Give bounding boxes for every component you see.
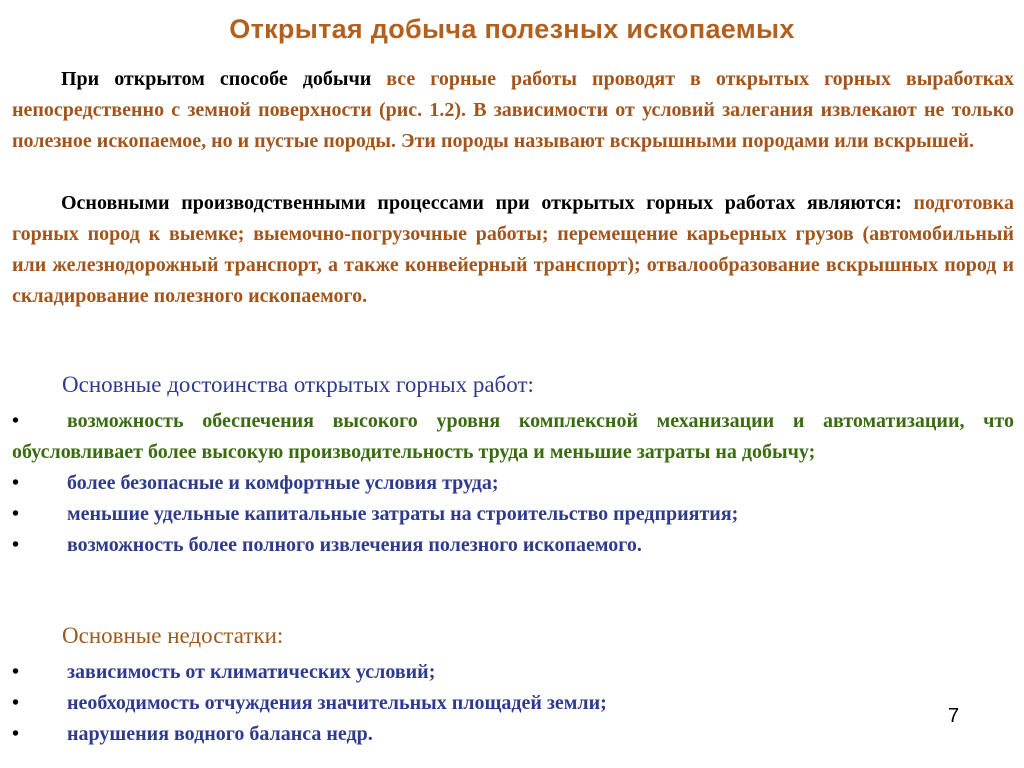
- disadvantages-heading: Основные недостатки:: [62, 623, 284, 648]
- list-item: [12, 657, 1014, 688]
- bullet-icon: •: [12, 692, 20, 714]
- paragraph-processes: [12, 188, 1014, 312]
- list-item-text: нарушения водного баланса недр.: [67, 723, 373, 745]
- paragraph-body: все горные работы проводят в открытых горных выработках непосредственно с земной поверхности (рис. 1.2). В зависимости от условий залегания извлекают не только полезное ископаемое, но и пустые породы. Эти породы называют вскрышными породами или вскрышей.: [12, 68, 1014, 152]
- bullet-icon: •: [12, 534, 20, 556]
- list-item: [12, 688, 1014, 719]
- list-item: [12, 719, 1014, 750]
- list-item-text: возможность обеспечения высокого уровня комплексной механизации и автоматизации, что обусловливает более высокую производительность труда и меньшие затраты на добычу;: [12, 410, 1014, 463]
- bullet-icon: •: [12, 410, 20, 432]
- advantages-heading: Основные достоинства открытых горных работ:: [62, 372, 534, 397]
- list-item: [12, 468, 1014, 499]
- bullet-icon: •: [12, 472, 20, 494]
- paragraph-lead: Основными производственными процессами при открытых горных работах являются:: [61, 192, 914, 214]
- bullet-icon: •: [12, 503, 20, 525]
- list-item: [12, 406, 1014, 468]
- paragraph-body: подготовка горных пород к выемке; выемочно-погрузочные работы; перемещение карьерных грузов (автомобильный или железнодорожный транспорт, а также конвейерный транспорт); отвалообразование вскрышных пород и складирование полезного ископаемого.: [12, 192, 1014, 307]
- advantages-list: [12, 406, 1014, 561]
- list-item: [12, 499, 1014, 530]
- list-item-text: меньшие удельные капитальные затраты на строительство предприятия;: [67, 503, 739, 525]
- page-number: 7: [948, 705, 960, 727]
- paragraph-lead: При открытом способе добычи: [61, 68, 387, 90]
- list-item-text: необходимость отчуждения значительных площадей земли;: [67, 692, 607, 714]
- disadvantages-list: [12, 657, 1014, 750]
- paragraph-open-mining: [12, 64, 1014, 157]
- list-item: [12, 530, 1014, 561]
- list-item-text: возможность более полного извлечения полезного ископаемого.: [67, 534, 642, 556]
- bullet-icon: •: [12, 723, 20, 745]
- list-item-text: зависимость от климатических условий;: [67, 661, 436, 683]
- list-item-text: более безопасные и комфортные условия труда;: [67, 472, 499, 494]
- slide-title: Открытая добыча полезных ископаемых: [229, 14, 795, 44]
- bullet-icon: •: [12, 661, 20, 683]
